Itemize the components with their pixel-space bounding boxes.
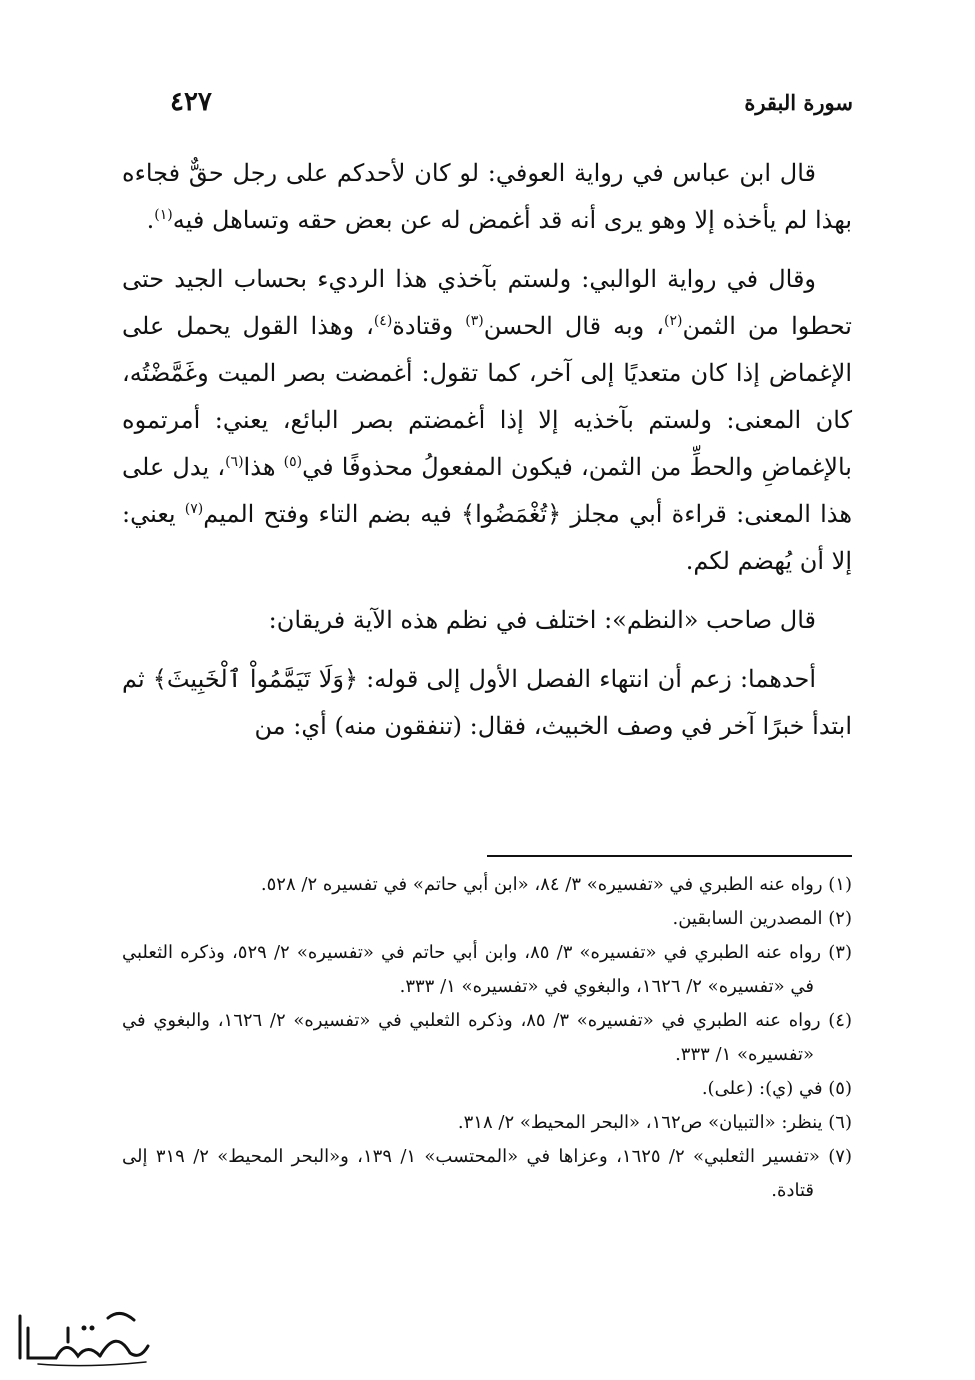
paragraph-3: قال صاحب «النظم»: اختلف في نظم هذه الآية فريقان: bbox=[268, 606, 816, 634]
text-run: ، وهذا القول يحمل على الإغماض إذا كان متعديًا إلى آخر، كما تقول: أغمضت بصر الميت وغَمَّضْتُه، كان المعنى: ولستم بآخذيه إلا إذا أغمضتم بصر البائع، يعني: أمرتموه بالإغماضِ والحطِّ من الثمن، فيكون المفعولُ محذوفًا في bbox=[122, 312, 852, 481]
main-text bbox=[122, 150, 852, 750]
footnote-item: (١) رواه عنه الطبري في «تفسيره» ٣/ ٨٤، «ابن أبي حاتم» في تفسيره ٢/ ٥٢٨. bbox=[260, 874, 852, 895]
page-number: ٤٢٧ bbox=[170, 87, 212, 117]
footnotes-list bbox=[122, 868, 852, 1208]
footnote-item: (٤) رواه عنه الطبري في «تفسيره» ٣/ ٨٥، وذكره الثعلبي في «تفسيره» ٢/ ١٦٢٦، والبغوي في «تفسيره» ١/ ٣٣٣. bbox=[122, 1010, 852, 1065]
footnote-ref: (٧) bbox=[184, 501, 204, 517]
text-run: . bbox=[146, 206, 155, 234]
page-header bbox=[170, 82, 853, 122]
footnote-ref: (٤) bbox=[373, 313, 393, 329]
paragraph-2 bbox=[122, 256, 852, 585]
text-run: هذا bbox=[243, 453, 284, 481]
footnote-separator bbox=[487, 855, 852, 857]
calligraphy-logo-icon bbox=[8, 1298, 158, 1368]
footnote-item: (٦) ينظر: «التبيان» ص١٦٢، «البحر المحيط» ٢/ ٣١٨. bbox=[457, 1112, 852, 1133]
text-run: وقال في رواية الوالبي: ولستم بآخذي هذا الرديء بحساب الجيد حتى تحطوا من الثمن bbox=[122, 265, 852, 340]
footnote-ref: (٦) bbox=[225, 454, 244, 470]
surah-title: سورة البقرة bbox=[744, 89, 853, 115]
text-run: ، يدل على هذا المعنى: قراءة أبي مجلز ﴿تُغْمَضُوا﴾ فيه بضم التاء وفتح الميم bbox=[122, 453, 852, 528]
footnote-ref: (٣) bbox=[465, 313, 484, 329]
text-run: يعني: إلا أن يُهضم لكم. bbox=[122, 500, 852, 575]
footnote-item: (٧) «تفسير الثعلبي» ٢/ ١٦٢٥، وعزاها في «المحتسب» ١/ ١٣٩، و«البحر المحيط» ٢/ ٣١٩ إلى قتادة. bbox=[122, 1146, 852, 1201]
text-run: وقتادة bbox=[392, 312, 466, 340]
footnote-ref: (١) bbox=[154, 207, 173, 223]
paragraph-1 bbox=[122, 150, 852, 244]
footnote-ref: (٥) bbox=[283, 454, 303, 470]
text-run: قال ابن عباس في رواية العوفي: لو كان لأحدكم على رجل حقٌّ فجاءه بهذا لم يأخذه إلا وهو يرى أنه قد أغمض له عن بعض حقه وتساهل فيه bbox=[122, 159, 852, 234]
footnote-item: (٢) المصدرين السابقين. bbox=[672, 908, 852, 929]
text-run: ، وبه قال الحسن bbox=[483, 312, 665, 340]
footnote-ref: (٢) bbox=[664, 313, 683, 329]
footnote-item: (٣) رواه عنه الطبري في «تفسيره» ٣/ ٨٥، وابن أبي حاتم في «تفسيره» ٢/ ٥٢٩، وذكره الثعلبي في «تفسيره» ٢/ ١٦٢٦، والبغوي في «تفسيره» ١/ ٣٣٣. bbox=[122, 942, 852, 997]
paragraph-4: أحدهما: زعم أن انتهاء الفصل الأول إلى قوله: ﴿وَلَا تَيَمَّمُواْ ٱلْخَبِيثَ﴾ ثم ابتدأ خبرًا آخر في وصف الخبيث، فقال: (تنفقون منه) أي: من bbox=[122, 665, 852, 740]
footnote-item: (٥) في (ي): (على). bbox=[701, 1078, 852, 1099]
